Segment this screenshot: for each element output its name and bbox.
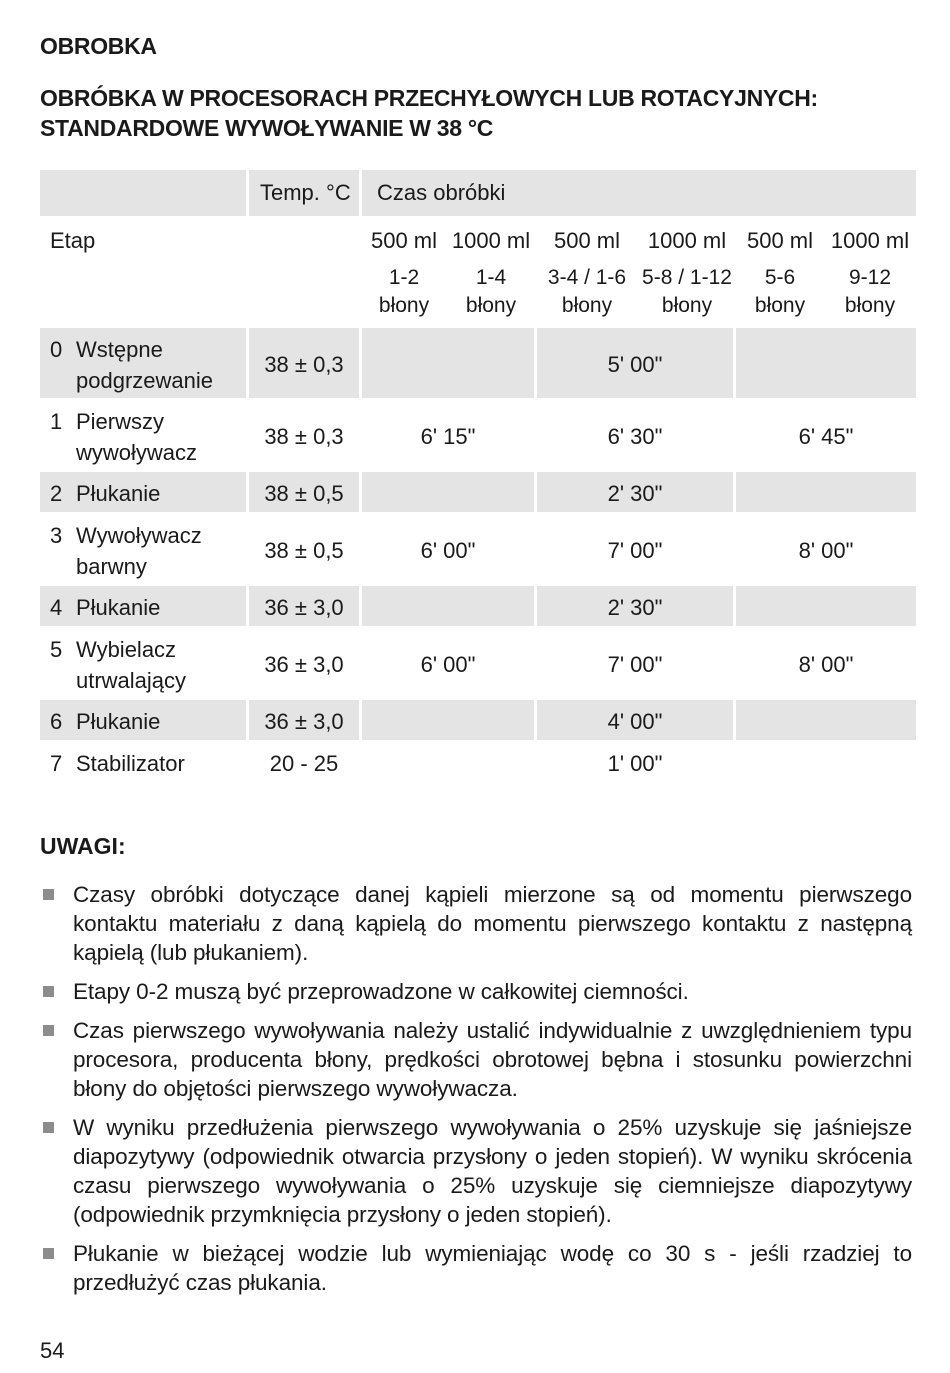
- square-bullet-icon: [43, 1248, 54, 1259]
- volume-label: 500 ml: [746, 228, 814, 253]
- stage-name: Wywoływacz barwny: [76, 523, 202, 579]
- time-medium-tank: 7' 00": [607, 538, 663, 563]
- time-medium-tank: 7' 00": [607, 652, 663, 677]
- table-row: [40, 586, 916, 628]
- stage-name: Wstępne podgrzewanie: [76, 337, 213, 393]
- film-count-label: 5-6 błony: [754, 266, 806, 317]
- time-header: Czas obróbki: [377, 180, 506, 205]
- time-medium-tank: 1' 00": [607, 751, 663, 776]
- stage-temperature: 36 ± 3,0: [264, 652, 344, 677]
- stage-number: 1: [50, 409, 63, 434]
- stage-temperature: 36 ± 3,0: [264, 709, 344, 734]
- stage-temperature: 36 ± 3,0: [264, 595, 344, 620]
- time-large-tank: 8' 00": [798, 652, 854, 677]
- note-item: [40, 977, 912, 1006]
- time-small-tank: 6' 00": [420, 538, 476, 563]
- volume-label: 1000 ml: [647, 228, 727, 253]
- note-item: [40, 880, 912, 967]
- page-heading: OBROBKA: [40, 33, 157, 59]
- stage-number: 5: [50, 637, 63, 662]
- volume-label: 500 ml: [553, 228, 621, 253]
- stage-number: 3: [50, 523, 63, 548]
- volume-label: 500 ml: [370, 228, 438, 253]
- table-row: [40, 700, 916, 742]
- stage-number: 2: [50, 481, 63, 506]
- stage-number: 0: [50, 337, 63, 362]
- stage-label: Etap: [50, 228, 96, 253]
- table-row: [40, 328, 916, 400]
- note-item: [40, 1113, 912, 1229]
- square-bullet-icon: [43, 1025, 54, 1036]
- time-medium-tank: 2' 30": [607, 595, 663, 620]
- stage-name: Pierwszy wywoływacz: [76, 409, 198, 465]
- square-bullet-icon: [43, 986, 54, 997]
- table-row: [40, 400, 916, 472]
- time-medium-tank: 6' 30": [607, 424, 663, 449]
- notes-list: [40, 880, 912, 1307]
- time-medium-tank: 2' 30": [607, 481, 663, 506]
- time-large-tank: 6' 45": [798, 424, 854, 449]
- page-number: 54: [40, 1338, 65, 1363]
- square-bullet-icon: [43, 1122, 54, 1133]
- note-item: [40, 1016, 912, 1103]
- stage-name: Płukanie: [76, 595, 161, 620]
- stage-number: 6: [50, 709, 63, 734]
- stage-number: 4: [50, 595, 63, 620]
- stage-temperature: 38 ± 0,3: [264, 424, 344, 449]
- section-heading-line-1: OBRÓBKA W PROCESORACH PRZECHYŁOWYCH LUB ROTACYJNYCH:: [40, 85, 818, 111]
- stage-name: Płukanie: [76, 481, 161, 506]
- notes-title: UWAGI:: [40, 833, 126, 859]
- note-text: Etapy 0-2 muszą być przeprowadzone w całkowitej ciemności.: [73, 979, 689, 1004]
- temp-header: Temp. °C: [260, 180, 351, 205]
- volume-label: 1000 ml: [830, 228, 910, 253]
- table-subheader-row: [40, 216, 916, 328]
- table-row: [40, 742, 916, 784]
- section-heading: [40, 83, 818, 143]
- stage-name: Płukanie: [76, 709, 161, 734]
- stage-name: Stabilizator: [76, 751, 185, 776]
- note-text: Czasy obróbki dotyczące danej kąpieli mierzone są od momentu pierwszego kontaktu materiału z daną kąpielą do momentu pierwszego kontaktu z następną kąpielą (lub płukaniem).: [73, 882, 912, 965]
- square-bullet-icon: [43, 889, 54, 900]
- film-count-label: 3-4 / 1-6 błony: [547, 266, 627, 317]
- stage-temperature: 38 ± 0,3: [264, 352, 344, 377]
- note-text: Czas pierwszego wywoływania należy ustalić indywidualnie z uwzględnieniem typu procesora, producenta błony, prędkości obrotowej bębna i stosunku powierzchni błony do objętości pierwszego wywoływacza.: [73, 1018, 912, 1101]
- table-header-row: [40, 170, 916, 216]
- section-heading-line-2: STANDARDOWE WYWOŁYWANIE W 38 °C: [40, 115, 494, 141]
- table-row: [40, 628, 916, 700]
- time-large-tank: 8' 00": [798, 538, 854, 563]
- film-count-label: 5-8 / 1-12 błony: [642, 266, 732, 317]
- time-medium-tank: 4' 00": [607, 709, 663, 734]
- note-item: [40, 1239, 912, 1297]
- note-text: Płukanie w bieżącej wodzie lub wymieniając wodę co 30 s - jeśli rzadziej to przedłużyć czas płukania.: [73, 1241, 912, 1295]
- volume-label: 1000 ml: [451, 228, 531, 253]
- stage-temperature: 20 - 25: [269, 751, 339, 776]
- table-row: [40, 514, 916, 586]
- stage-number: 7: [50, 751, 63, 776]
- stage-name: Wybielacz utrwalający: [76, 637, 187, 693]
- time-small-tank: 6' 00": [420, 652, 476, 677]
- film-count-label: 1-2 błony: [378, 266, 430, 317]
- time-medium-tank: 5' 00": [607, 352, 663, 377]
- stage-temperature: 38 ± 0,5: [264, 538, 344, 563]
- table-row: [40, 472, 916, 514]
- note-text: W wyniku przedłużenia pierwszego wywoływania o 25% uzyskuje się jaśniejsze diapozytywy (odpowiednik otwarcia przysłony o jeden stopień). W wyniku skrócenia czasu pierwszego wywoływania o 25% uzyskuje się ciemniejsze diapozytywy (odpowiednik przymknięcia przysłony o jeden stopień).: [73, 1115, 912, 1227]
- film-count-label: 9-12 błony: [844, 266, 896, 317]
- time-small-tank: 6' 15": [420, 424, 476, 449]
- stage-temperature: 38 ± 0,5: [264, 481, 344, 506]
- film-count-label: 1-4 błony: [465, 266, 517, 317]
